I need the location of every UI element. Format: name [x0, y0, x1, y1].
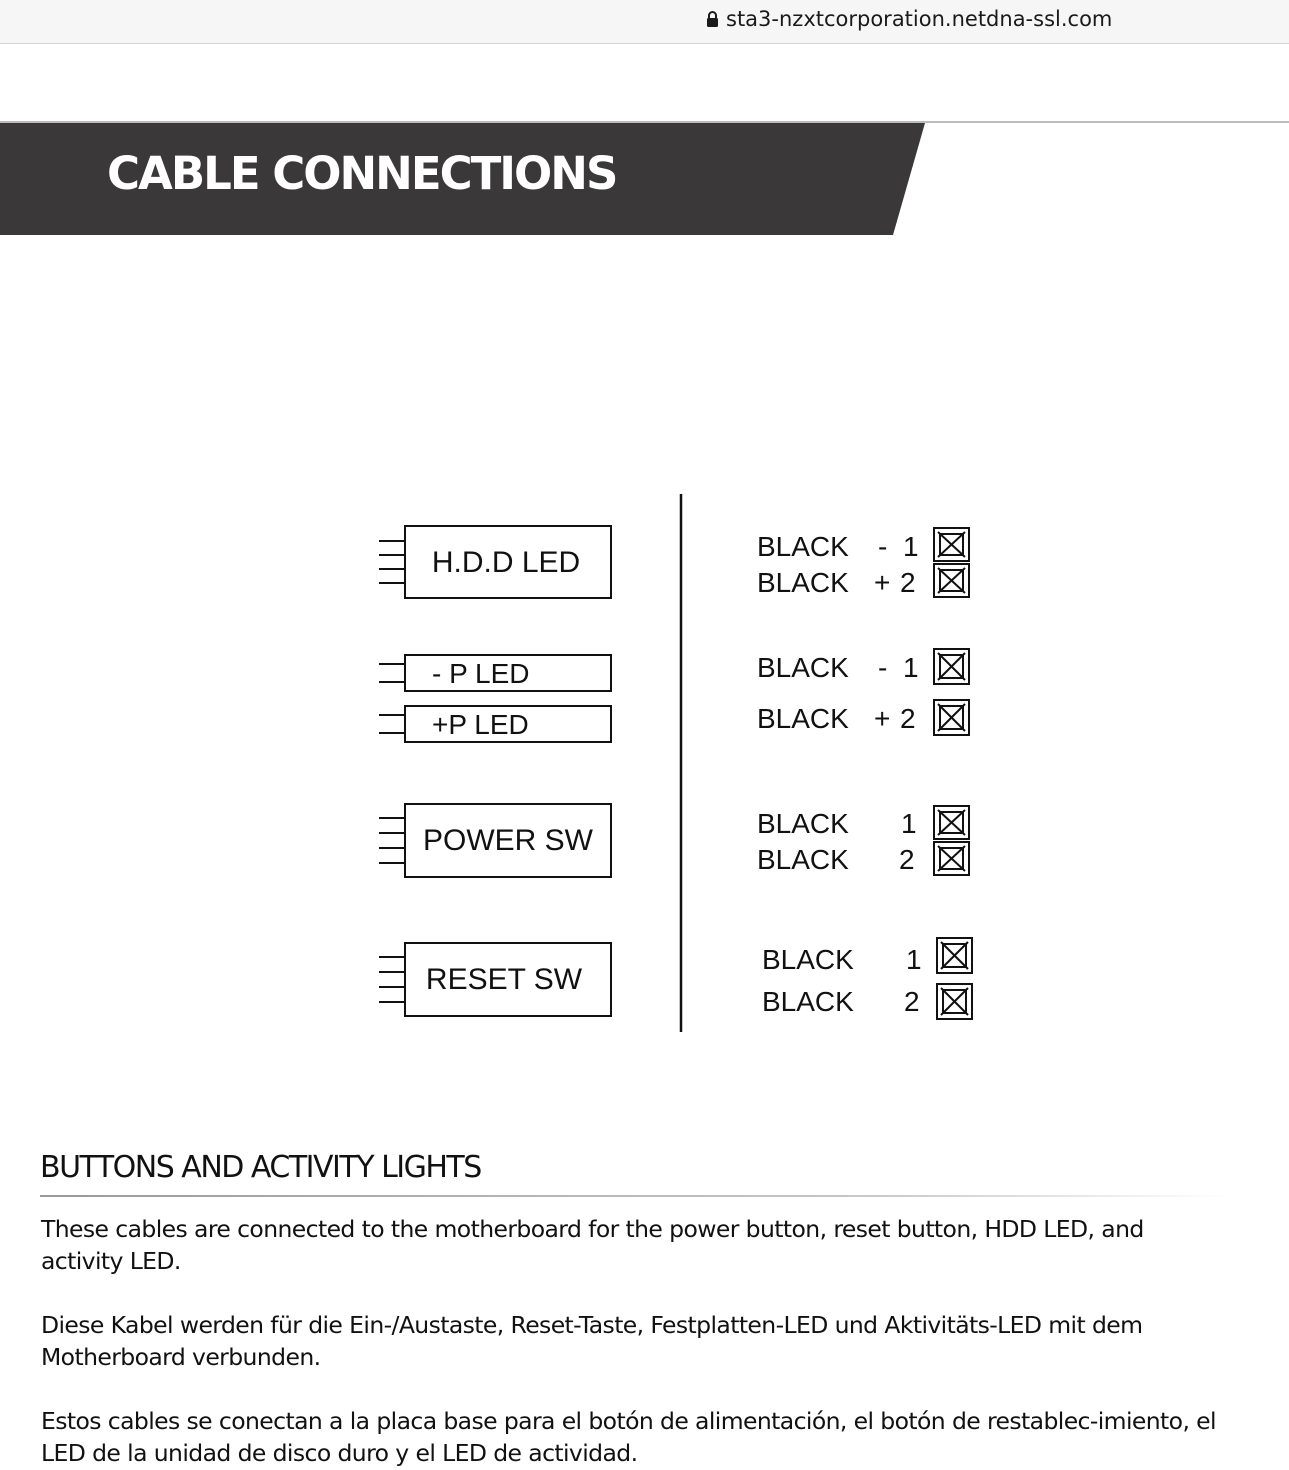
pin-box-8 [937, 984, 972, 1019]
pin-box-7 [937, 938, 972, 973]
pin-box-4 [934, 700, 969, 735]
paragraph-german: Diese Kabel werden für die Ein-/Austaste, Reset-Taste, Festplatten-LED und Aktivitäts-LED mit dem Motherboard verbunden. [41, 1311, 1143, 1371]
pin-box-6 [934, 842, 969, 875]
pin-box-2 [934, 564, 969, 597]
pin-box-3 [934, 649, 969, 684]
pin-number: 1 [906, 944, 922, 975]
pin-polarity: - [878, 652, 888, 683]
pin-number: 2 [900, 567, 916, 598]
pin-number: 2 [899, 844, 915, 875]
pin-number: 1 [903, 531, 919, 562]
pin-number: 2 [900, 703, 916, 734]
p-led-plus-label: +P LED [432, 709, 529, 740]
pin-color: BLACK [757, 808, 849, 839]
pin-color: BLACK [762, 986, 854, 1017]
pin-box-1 [934, 528, 969, 561]
reset-sw-label: RESET SW [425, 963, 583, 996]
pin-polarity: - [878, 531, 888, 562]
power-sw-label: POWER SW [423, 824, 593, 857]
pin-color: BLACK [757, 652, 849, 683]
page-title: CABLE CONNECTIONS [107, 147, 617, 200]
pin-color: BLACK [757, 531, 849, 562]
pin-color: BLACK [757, 844, 849, 875]
pin-color: BLACK [762, 944, 854, 975]
pin-number: 1 [903, 652, 919, 683]
heading-underline [40, 1195, 1230, 1197]
paragraph-spanish: Estos cables se conectan a la placa base para el botón de alimentación, el botón de restablec-imiento, el LED de la unidad de disco duro y el LED de actividad. [41, 1407, 1216, 1467]
pin-color: BLACK [757, 703, 849, 734]
paragraph-english: These cables are connected to the motherboard for the power button, reset button, HDD LED, and activity LED. [41, 1215, 1144, 1275]
pin-number: 2 [904, 986, 920, 1017]
url-text: sta3-nzxtcorporation.netdna-ssl.com [726, 7, 1113, 31]
section-heading: BUTTONS AND ACTIVITY LIGHTS [40, 1150, 481, 1185]
pin-number: 1 [901, 808, 917, 839]
pin-polarity: + [874, 567, 891, 598]
pin-color: BLACK [757, 567, 849, 598]
pin-box-5 [934, 806, 969, 839]
p-led-minus-label: - P LED [432, 658, 530, 689]
pin-polarity: + [874, 703, 891, 734]
hdd-led-label: H.D.D LED [431, 546, 581, 579]
